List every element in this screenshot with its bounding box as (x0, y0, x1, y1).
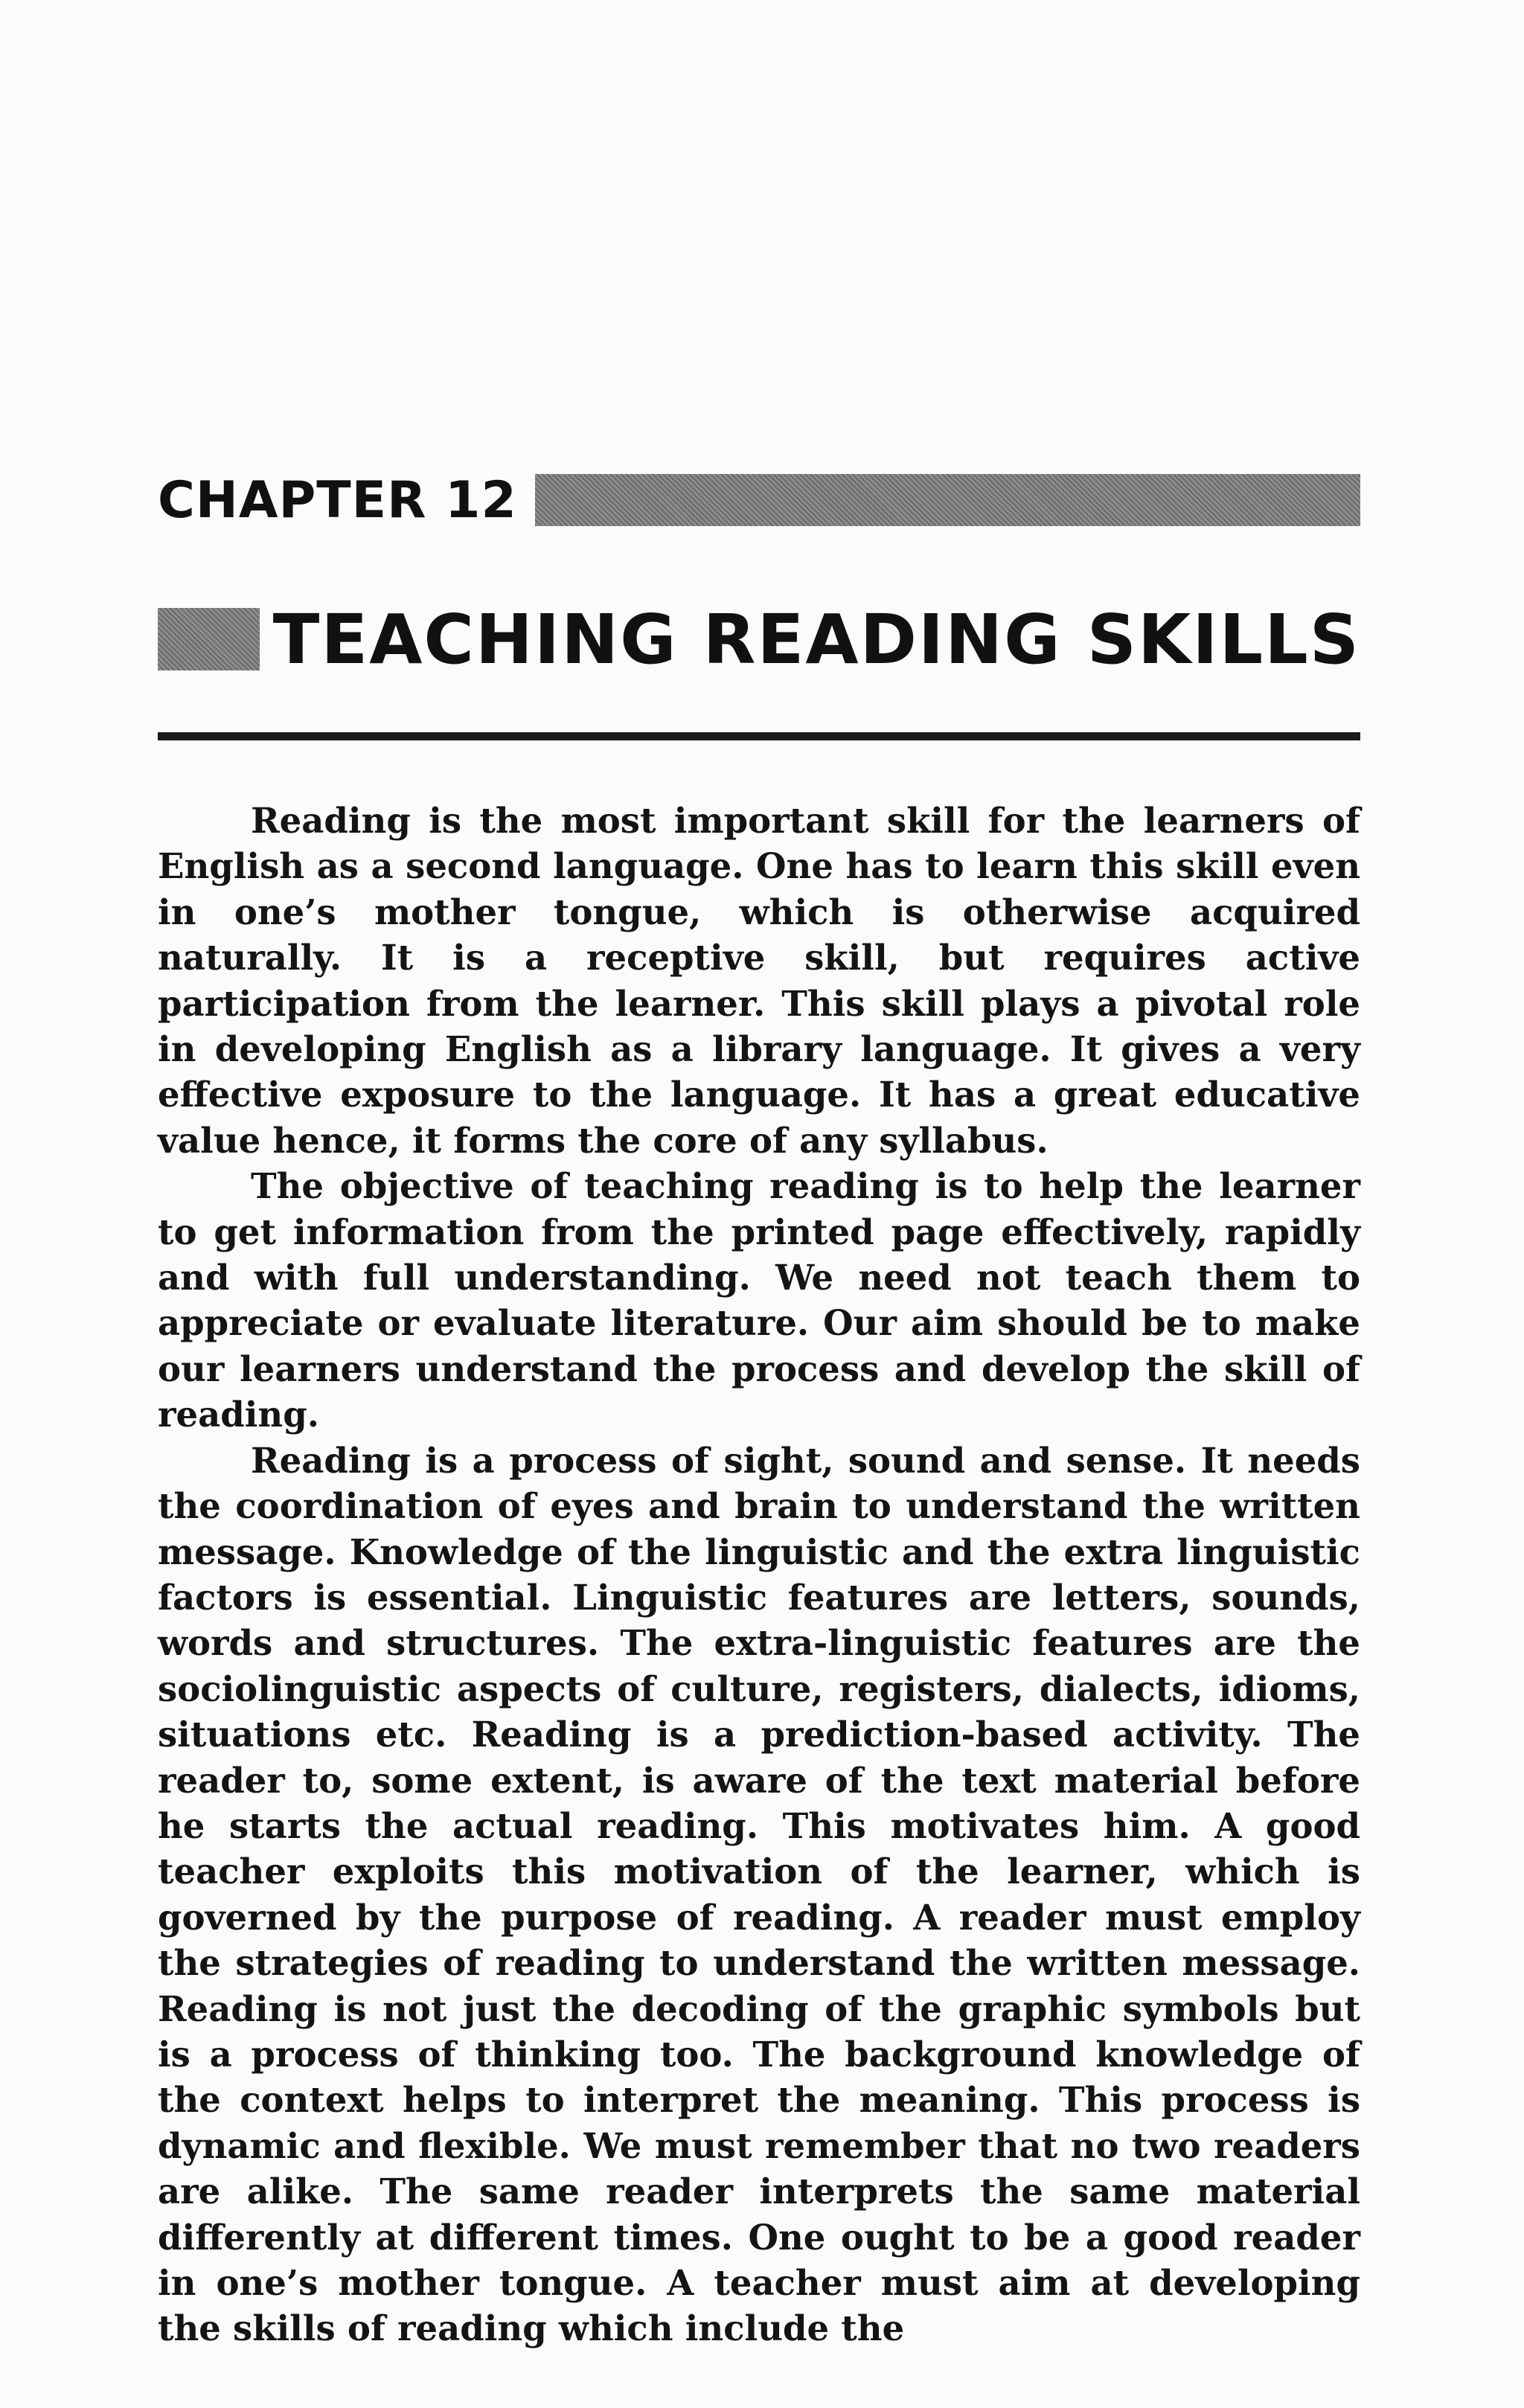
paragraph: Reading is a process of sight, sound and sense. It needs the coordination of eyes and brain to understand the written message. Knowledge of the linguistic and the extra linguistic factors is essential. Linguistic features are letters, sounds, words and structures. The extra-linguistic features are the sociolinguistic aspects of culture, registers, dialects, idioms, situations etc. Reading is a prediction-based activity. The reader to, some extent, is aware of the text material before he starts the actual reading. This motivates him. A good teacher exploits this motivation of the learner, which is governed by the purpose of reading. A reader must employ the strategies of reading to understand the written message. Reading is not just the decoding of the graphic symbols but is a process of thinking too. The background knowledge of the context helps to interpret the meaning. This process is dynamic and flexible. We must remember that no two readers are alike. The same reader interprets the same material differently at different times. One ought to be a good reader in one’s mother tongue. A teacher must aim at developing the skills of reading which include the (158, 1439, 1360, 2349)
chapter-body (158, 798, 1360, 2351)
paragraph: Reading is the most important skill for the learners of English as a second language. One has to learn this skill even in one’s mother tongue, which is otherwise acquired naturally. It is a receptive skill, but requires active participation from the learner. This skill plays a pivotal role in developing English as a library language. It gives a very effective exposure to the language. It has a great educative value hence, it forms the core of any syllabus. (158, 800, 1360, 1161)
chapter-label: CHAPTER 12 (158, 470, 517, 530)
title-divider (158, 732, 1360, 740)
chapter-header (158, 463, 1360, 537)
paragraph: The objective of teaching reading is to help the learner to get information from the printed page effectively, rapidly and with full understanding. We need not teach them to appreciate or evaluate literature. Our aim should be to make our learners understand the process and develop the skill of reading. (158, 1165, 1360, 1435)
title-decorative-block (158, 608, 260, 670)
chapter-title: TEACHING READING SKILLS (272, 599, 1360, 679)
chapter-decorative-bar (535, 474, 1360, 526)
chapter-title-row (158, 595, 1360, 683)
